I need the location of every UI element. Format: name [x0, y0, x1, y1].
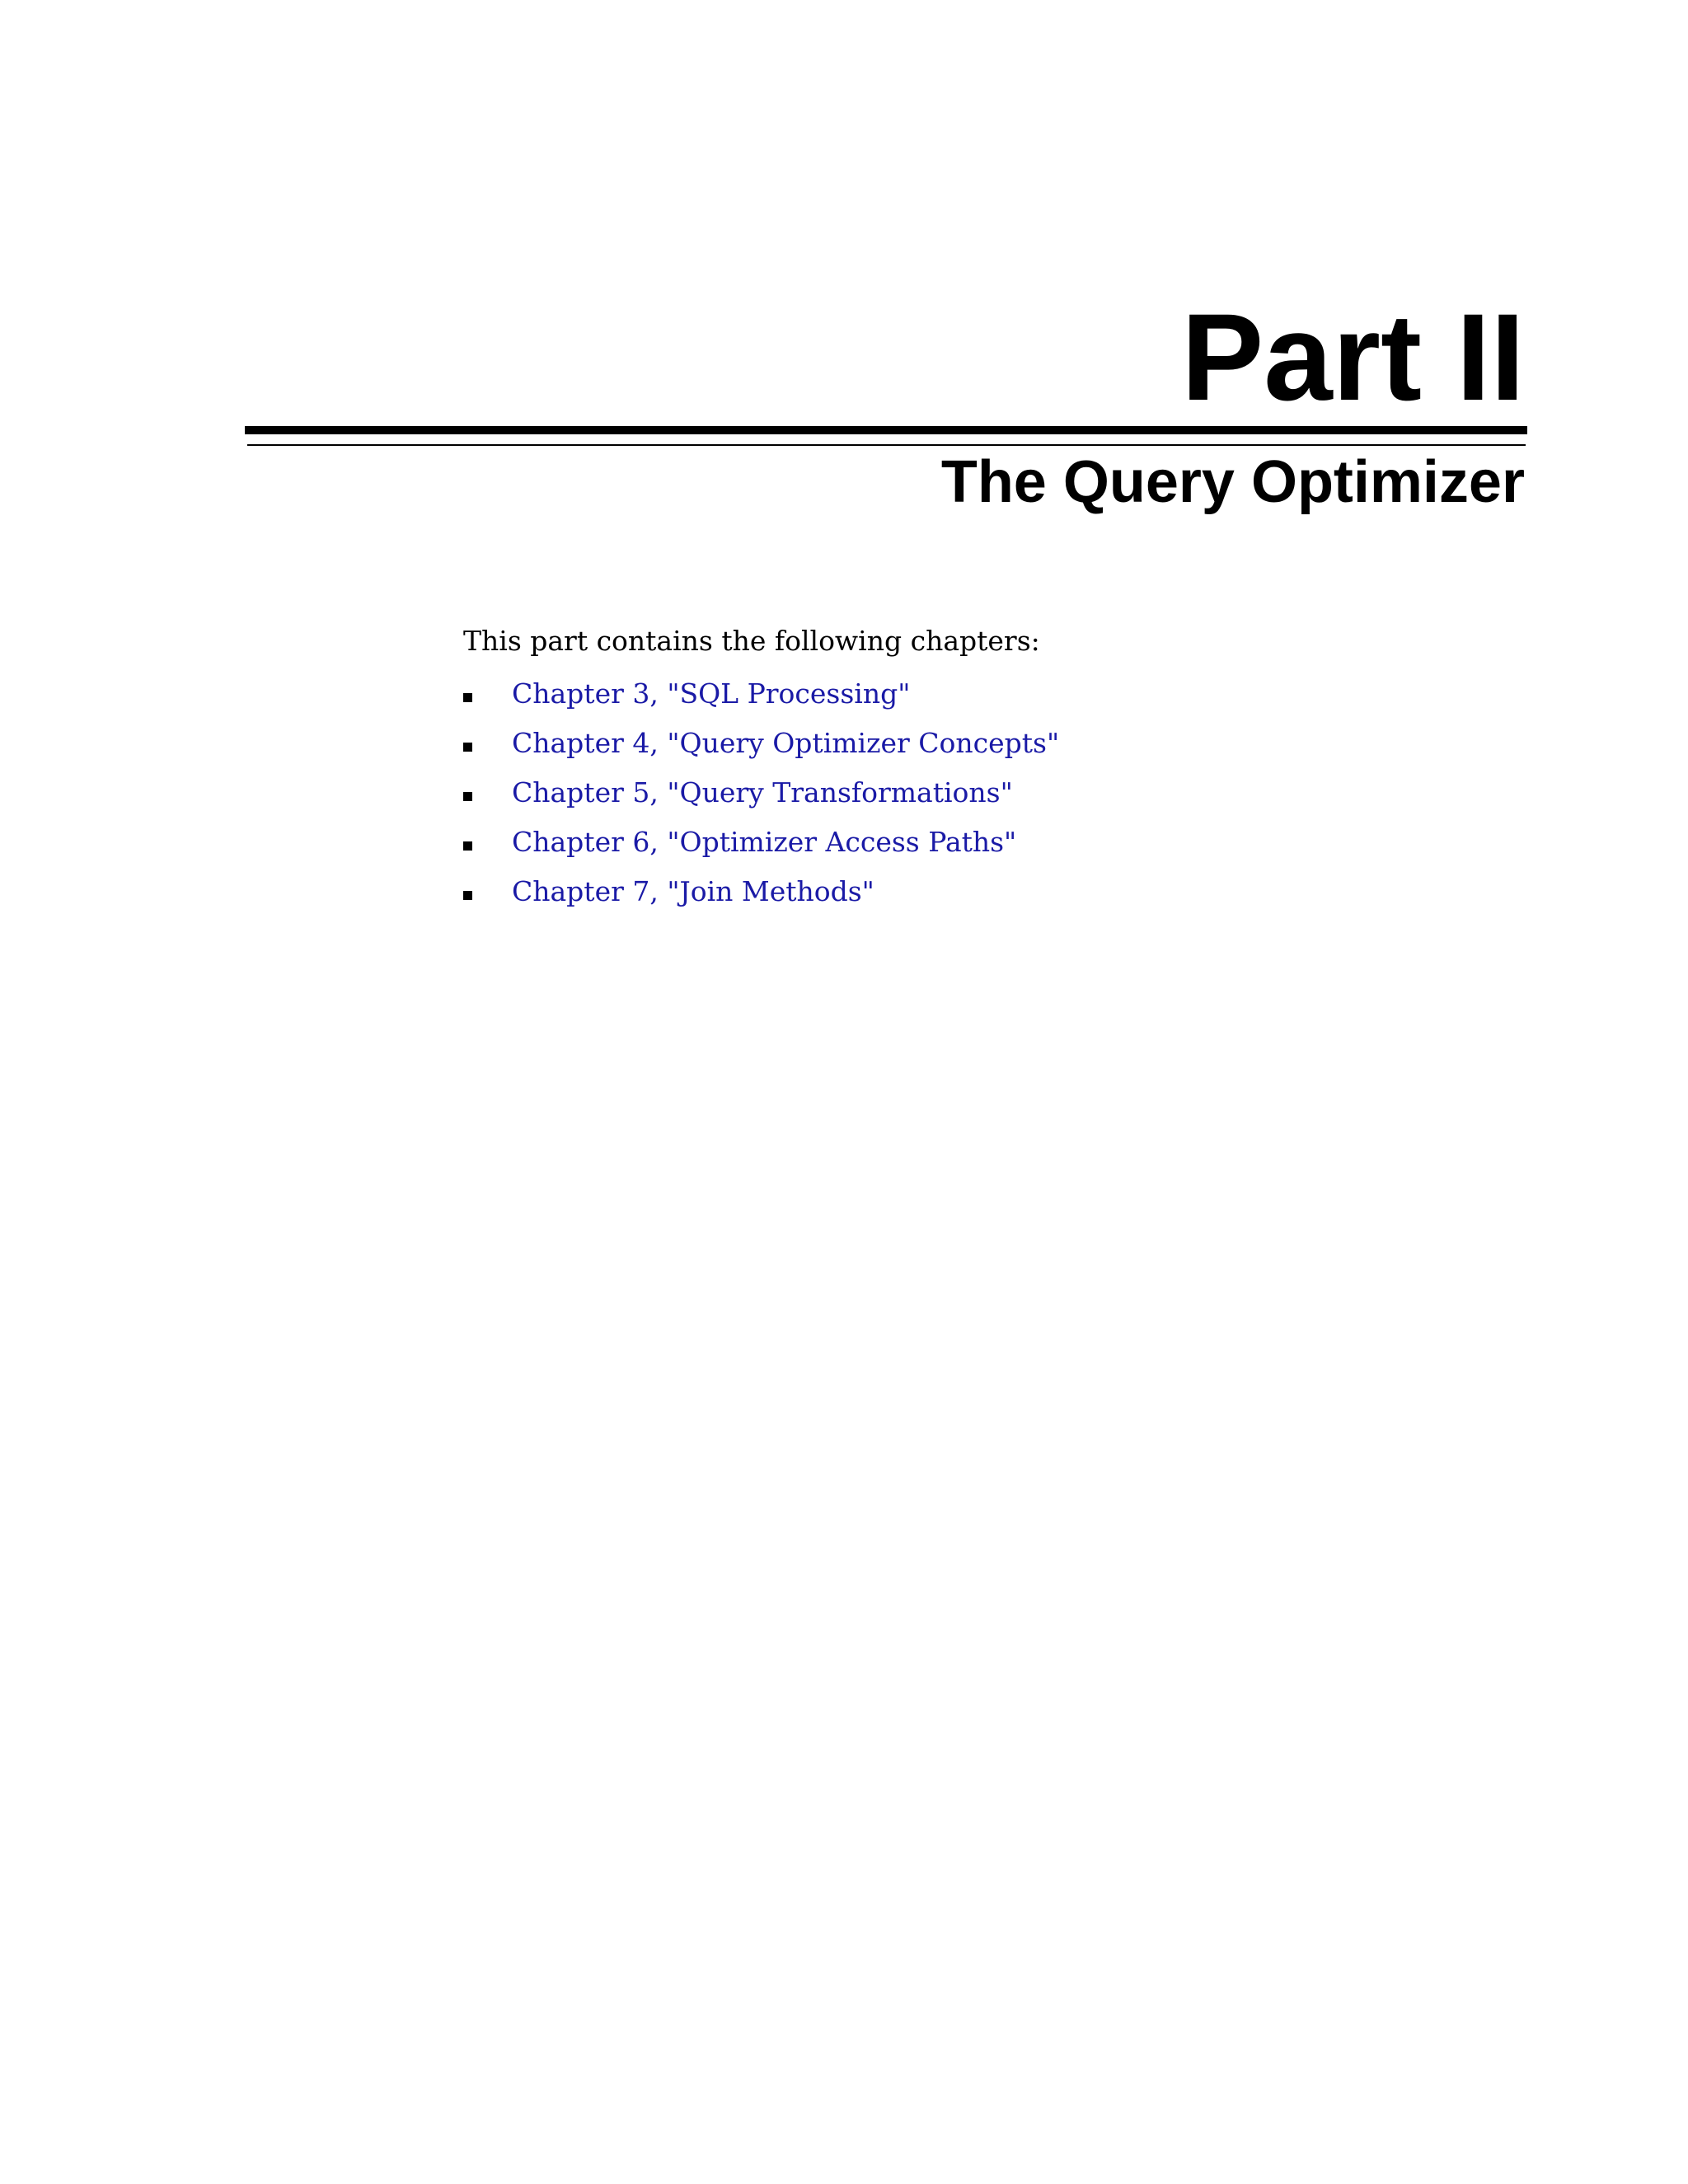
part-subtitle: The Query Optimizer [940, 449, 1525, 515]
chapter-list [463, 669, 1059, 916]
chapter-list-item [463, 768, 1059, 818]
square-bullet-icon [463, 693, 472, 702]
heading-rule-thick [245, 426, 1527, 434]
square-bullet-icon [463, 792, 472, 801]
chapter-3-link[interactable]: Chapter 3, "SQL Processing" [512, 677, 911, 710]
square-bullet-icon [463, 743, 472, 752]
chapter-7-link[interactable]: Chapter 7, "Join Methods" [512, 875, 874, 907]
chapter-5-link[interactable]: Chapter 5, "Query Transformations" [512, 776, 1013, 808]
chapter-list-item [463, 719, 1059, 768]
square-bullet-icon [463, 891, 472, 900]
chapter-list-item [463, 867, 1059, 916]
chapter-4-link[interactable]: Chapter 4, "Query Optimizer Concepts" [512, 727, 1060, 759]
chapter-list-item [463, 669, 1059, 719]
part-title: Part II [1181, 288, 1525, 426]
chapter-list-item [463, 818, 1059, 867]
square-bullet-icon [463, 841, 472, 851]
intro-text: This part contains the following chapters: [463, 625, 1040, 657]
heading-rule-thin [247, 444, 1526, 446]
chapter-6-link[interactable]: Chapter 6, "Optimizer Access Paths" [512, 826, 1017, 858]
